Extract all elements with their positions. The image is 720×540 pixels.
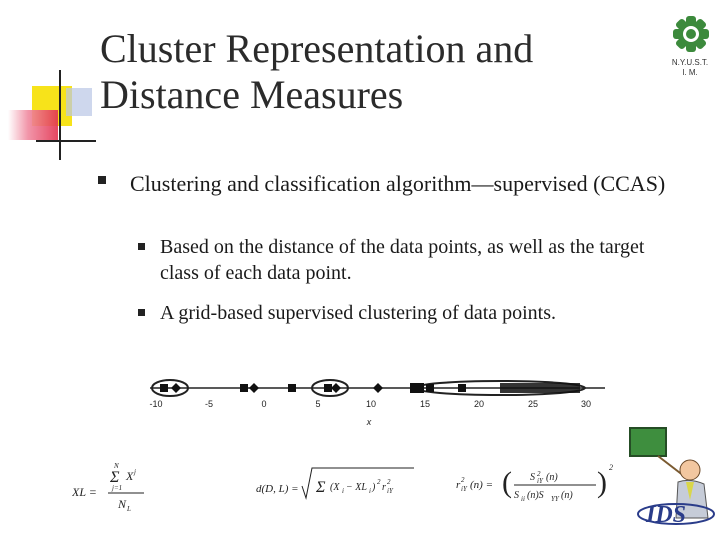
logo-caption-line-2: I. M.: [682, 68, 698, 77]
svg-text:r: r: [382, 482, 386, 493]
svg-text:i: i: [369, 487, 371, 495]
svg-text:2: 2: [387, 478, 391, 486]
logo-caption: [662, 58, 718, 78]
svg-text:(X: (X: [330, 482, 340, 493]
svg-text:2: 2: [377, 478, 381, 486]
data-point-square: [458, 384, 466, 392]
decor-vertical-line: [59, 70, 61, 160]
decor-blue-square: [66, 88, 92, 116]
sub-bullet-text-2: A grid-based supervised clustering of data points.: [160, 302, 557, 324]
svg-text:(n) =: (n) =: [470, 479, 493, 491]
svg-text:(n): (n): [561, 490, 573, 501]
svg-text:2: 2: [461, 476, 465, 484]
ids-logo-text: IDS: [646, 502, 687, 528]
svg-text:i: i: [342, 487, 344, 495]
tick-label: 5: [315, 399, 321, 409]
svg-text:S: S: [514, 490, 519, 501]
svg-text:j: j: [134, 468, 136, 476]
cluster-number-line-figure: [140, 370, 610, 430]
bullet-main-text: Clustering and classification algorithm—supervised (CCAS): [130, 171, 666, 196]
svg-text:(n)S: (n)S: [527, 490, 544, 501]
svg-text:): ): [372, 482, 376, 493]
slide-title: [100, 26, 640, 118]
data-point-cluster: [500, 383, 580, 393]
svg-text:N: N: [118, 497, 127, 511]
svg-text:(n): (n): [546, 472, 558, 483]
svg-text:2: 2: [537, 470, 541, 478]
university-logo-icon: [668, 14, 714, 54]
tick-label: -10: [149, 399, 163, 409]
data-point-square: [288, 384, 296, 392]
tick-label: 20: [473, 399, 485, 409]
svg-text:Σ: Σ: [316, 479, 326, 496]
sub-bullet-square-icon: [138, 309, 145, 316]
decor-horizontal-line: [36, 140, 96, 142]
data-point-square: [426, 384, 434, 392]
svg-text:X: X: [126, 469, 134, 483]
svg-text:Σ: Σ: [110, 469, 120, 486]
tick-label: 0: [261, 399, 267, 409]
svg-text:d(D, L) =: d(D, L) =: [256, 483, 299, 495]
data-point-square: [240, 384, 248, 392]
svg-text:− XL: − XL: [346, 482, 367, 493]
data-point-square: [410, 383, 424, 393]
svg-text:ii: ii: [521, 495, 525, 503]
tick-label: -5: [204, 399, 214, 409]
svg-text:N: N: [114, 462, 119, 470]
svg-text:iY: iY: [461, 485, 467, 493]
data-point-diamond: [331, 383, 341, 393]
bullet-square-icon: [98, 176, 106, 184]
svg-text:r: r: [456, 479, 461, 491]
data-point-diamond: [373, 383, 383, 393]
formula-distance: [256, 462, 416, 512]
svg-text:iY: iY: [537, 477, 543, 485]
svg-text:(: (: [502, 466, 512, 499]
title-line-2: Distance Measures: [100, 72, 404, 117]
logo-caption-line-1: N.Y.U.S.T.: [671, 58, 709, 67]
svg-text:XL =: XL =: [72, 485, 97, 499]
sub-bullet-text-1: Based on the distance of the data points, as well as the target class of each data point.: [160, 236, 645, 284]
formula-xl: [72, 456, 162, 516]
svg-text:2: 2: [609, 463, 613, 472]
decor-red-bar: [8, 110, 58, 140]
svg-text:L: L: [127, 505, 131, 513]
data-point-square: [160, 384, 168, 392]
svg-text:iY: iY: [387, 487, 393, 495]
svg-text:S: S: [530, 472, 535, 483]
ids-logo-icon: [636, 492, 716, 532]
tick-label: 15: [419, 399, 431, 409]
data-point-diamond: [249, 383, 259, 393]
sub-bullet-square-icon: [138, 243, 145, 250]
data-point-diamond: [171, 383, 181, 393]
svg-text:j=1: j=1: [112, 484, 123, 492]
svg-text:): ): [597, 466, 607, 499]
data-point-square: [324, 384, 332, 392]
tick-label: 10: [365, 399, 377, 409]
title-line-1: Cluster Representation and: [100, 26, 534, 71]
formula-correlation: [456, 458, 616, 508]
axis-xlabel: x: [366, 417, 372, 427]
tick-label: 30: [580, 399, 592, 409]
tick-label: 25: [527, 399, 539, 409]
svg-text:YY: YY: [551, 495, 559, 503]
